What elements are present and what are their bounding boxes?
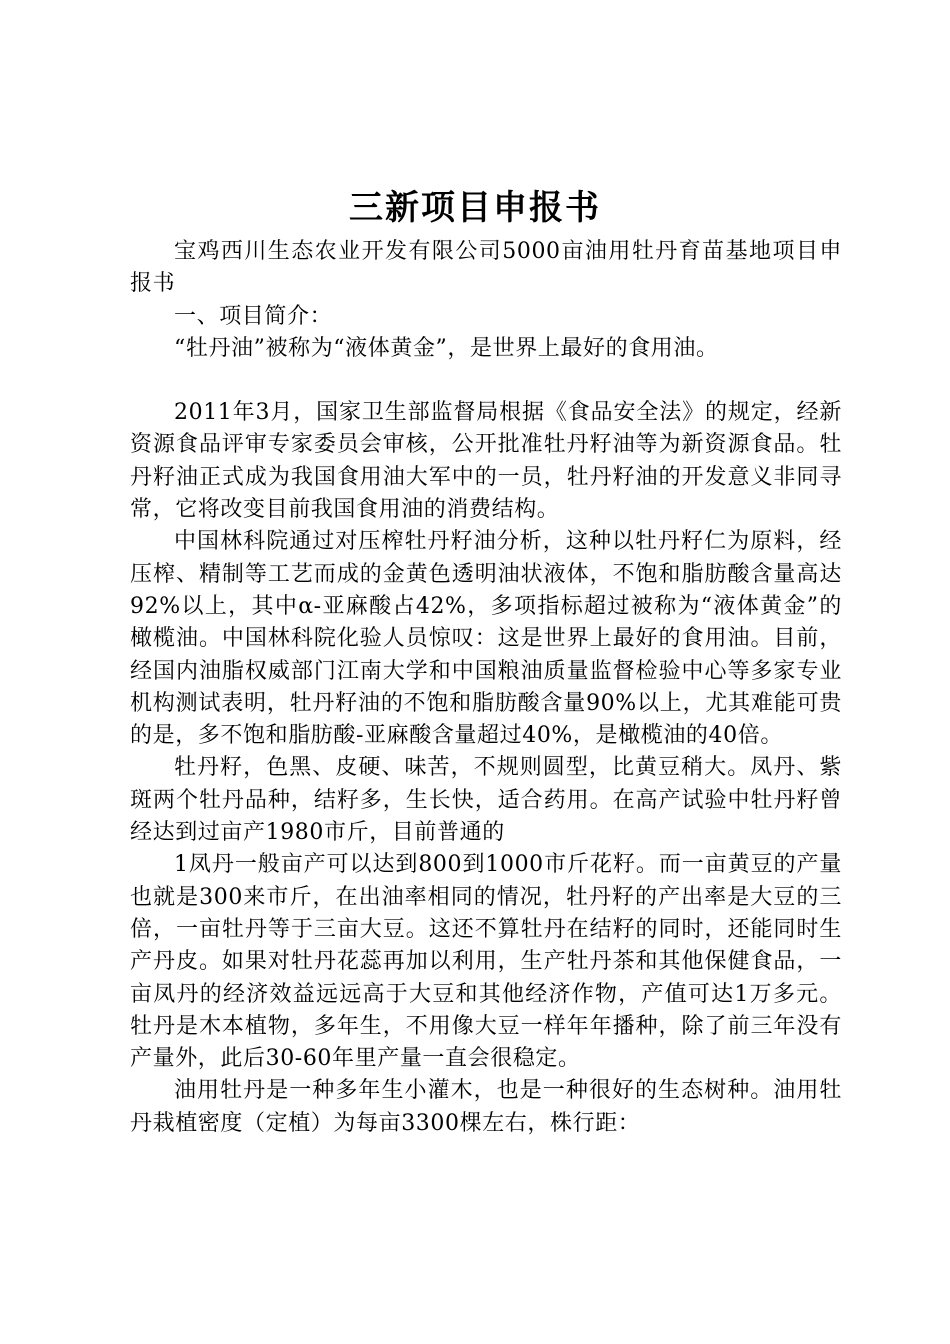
document-body xyxy=(130,236,842,1140)
paragraph-yield: 1凤丹一般亩产可以达到800到1000市斤花籽。而一亩黄豆的产量也就是300来市斤，在出油率相同的情况，牡丹籽的产出率是大豆的三倍，一亩牡丹等于三亩大豆。这还不算牡丹在结籽的同时，还能同时生产丹皮。如果对牡丹花蕊再加以利用，生产牡丹茶和其他保健食品，一亩凤丹的经济效益远远高于大豆和其他经济作物，产值可达1万多元。牡丹是木本植物，多年生，不用像大豆一样年年播种，除了前三年没有产量外，此后30-60年里产量一直会很稳定。 xyxy=(130,852,842,1072)
paragraph-intro: “牡丹油”被称为“液体黄金”，是世界上最好的食用油。 xyxy=(174,335,719,361)
paragraph-seed-description: 牡丹籽，色黑、皮硬、味苦，不规则圆型，比黄豆稍大。凤丹、紫斑两个牡丹品种，结籽多，生长快，适合药用。在高产试验中牡丹籽曾经达到过亩产1980市斤，目前普通的 xyxy=(130,755,842,846)
paragraph-spacer xyxy=(130,365,842,397)
paragraph-project-name: 宝鸡西川生态农业开发有限公司5000亩油用牡丹育苗基地项目申报书 xyxy=(130,239,842,297)
paragraph-approval: 2011年3月，国家卫生部监督局根据《食品安全法》的规定，经新资源食品评审专家委员会审核，公开批准牡丹籽油等为新资源食品。牡丹籽油正式成为我国食用油大军中的一员，牡丹籽油的开发意义非同寻常，它将改变目前我国食用油的消费结构。 xyxy=(130,400,842,523)
document-title: 三新项目申报书 xyxy=(349,188,601,228)
paragraph-section-heading: 一、项目简介： xyxy=(174,303,333,329)
paragraph-planting: 油用牡丹是一种多年生小灌木，也是一种很好的生态树种。油用牡丹栽植密度（定植）为每亩3300棵左右，株行距： xyxy=(130,1078,842,1136)
paragraph-analysis: 中国林科院通过对压榨牡丹籽油分析，这种以牡丹籽仁为原料，经压榨、精制等工艺而成的金黄色透明油状液体，不饱和脂肪酸含量高达92%以上，其中α-亚麻酸占42%，多项指标超过被称为“液体黄金”的橄榄油。中国林科院化验人员惊叹：这是世界上最好的食用油。目前，经国内油脂权威部门江南大学和中国粮油质量监督检验中心等多家专业机构测试表明，牡丹籽油的不饱和脂肪酸含量90%以上，尤其难能可贵的是，多不饱和脂肪酸-亚麻酸含量超过40%，是橄榄油的40倍。 xyxy=(130,529,842,749)
